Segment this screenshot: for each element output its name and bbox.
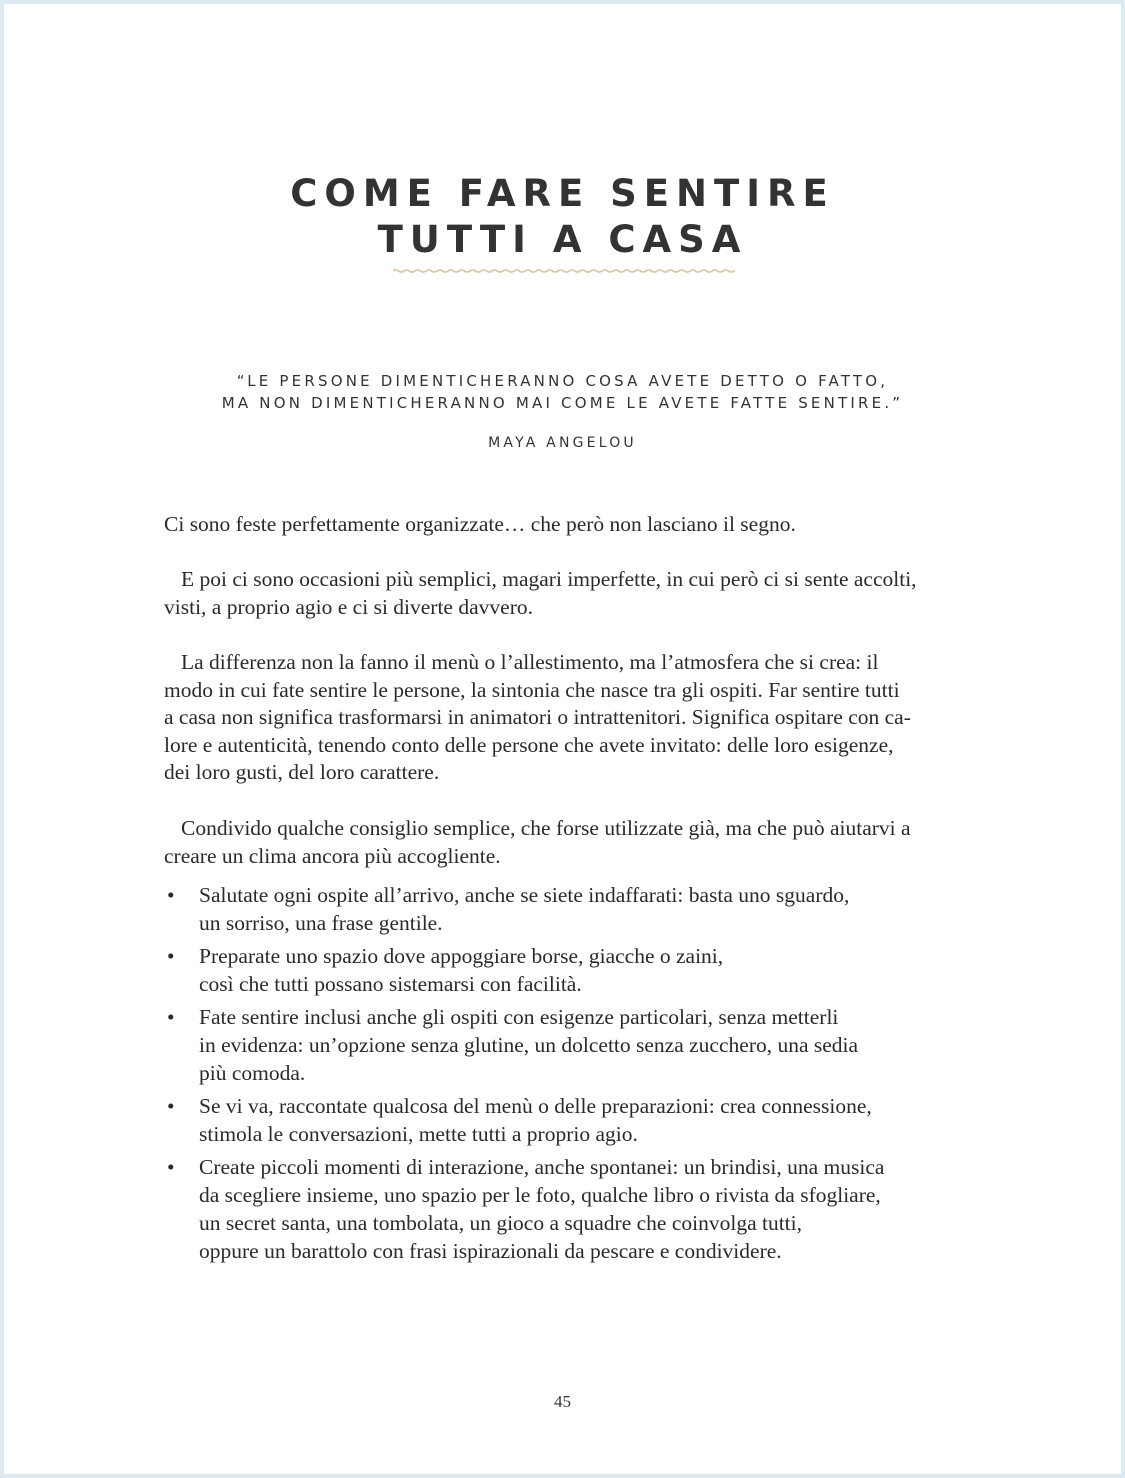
list-item-line: oppure un barattolo con frasi ispirazionali da pescare e condividere. bbox=[199, 1239, 782, 1263]
list-item-line: stimola le conversazioni, mette tutti a proprio agio. bbox=[199, 1122, 638, 1146]
list-item bbox=[164, 1092, 964, 1148]
paragraph-1 bbox=[164, 511, 964, 539]
epigraph-line-1: “LE PERSONE DIMENTICHERANNO COSA AVETE DETTO O FATTO, bbox=[236, 372, 889, 390]
paragraph-line: creare un clima ancora più accogliente. bbox=[164, 843, 501, 868]
chapter-title-line-2: TUTTI A CASA bbox=[377, 218, 748, 261]
list-item bbox=[164, 1153, 964, 1265]
list-item bbox=[164, 942, 964, 998]
paragraph-line: lore e autenticità, tenendo conto delle persone che avete invitato: delle loro esigenze, bbox=[164, 732, 894, 757]
bullet-icon: • bbox=[167, 1155, 175, 1179]
list-item-line: un sorriso, una frase gentile. bbox=[199, 911, 443, 935]
paragraph-4 bbox=[164, 815, 964, 870]
bullet-icon: • bbox=[167, 1094, 175, 1118]
paragraph-2 bbox=[164, 566, 964, 621]
epigraph-author: MAYA ANGELOU bbox=[488, 435, 637, 451]
list-item bbox=[164, 1003, 964, 1087]
paragraph-line: visti, a proprio agio e ci si diverte davvero. bbox=[164, 594, 533, 619]
paragraph-line: Ci sono feste perfettamente organizzate… che però non lasciano il segno. bbox=[164, 512, 796, 536]
list-item-line: più comoda. bbox=[199, 1061, 306, 1085]
paragraph-line: E poi ci sono occasioni più semplici, magari imperfette, in cui però ci si sente accolti, bbox=[181, 567, 917, 591]
paragraph-line: La differenza non la fanno il menù o l’allestimento, ma l’atmosfera che si crea: il bbox=[181, 650, 879, 674]
list-item-line: in evidenza: un’opzione senza glutine, un dolcetto senza zucchero, una sedia bbox=[199, 1033, 859, 1057]
list-item-line: un secret santa, una tombolata, un gioco a squadre che coinvolga tutti, bbox=[199, 1211, 803, 1235]
paragraph-line: dei loro gusti, del loro carattere. bbox=[164, 760, 440, 785]
bullet-icon: • bbox=[167, 944, 175, 968]
list-item-line: Create piccoli momenti di interazione, anche spontanei: un brindisi, una musica bbox=[199, 1155, 885, 1179]
wavy-divider bbox=[393, 264, 735, 278]
list-item-line: Salutate ogni ospite all’arrivo, anche se siete indaffarati: basta uno sguardo, bbox=[199, 883, 850, 907]
paragraph-line: modo in cui fate sentire le persone, la sintonia che nasce tra gli ospiti. Far sentire tutti bbox=[164, 677, 900, 702]
paragraph-line: Condivido qualche consiglio semplice, che forse utilizzate già, ma che può aiutarvi a bbox=[181, 816, 911, 840]
list-item-line: così che tutti possano sistemarsi con facilità. bbox=[199, 972, 582, 996]
page-number: 45 bbox=[554, 1392, 571, 1411]
list-item-line: Preparate uno spazio dove appoggiare borse, giacche o zaini, bbox=[199, 944, 724, 968]
bullet-icon: • bbox=[167, 1005, 175, 1029]
epigraph-line-2: MA NON DIMENTICHERANNO MAI COME LE AVETE FATTE SENTIRE.” bbox=[221, 394, 904, 412]
list-item-line: da scegliere insieme, uno spazio per le foto, qualche libro o rivista da sfogliare, bbox=[199, 1183, 881, 1207]
list-item-line: Fate sentire inclusi anche gli ospiti con esigenze particolari, senza metterli bbox=[199, 1005, 839, 1029]
paragraph-line: a casa non significa trasformarsi in animatori o intrattenitori. Significa ospitare con ca- bbox=[164, 705, 911, 730]
chapter-title-line-1: COME FARE SENTIRE bbox=[290, 172, 835, 215]
list-item-line: Se vi va, raccontate qualcosa del menù o delle preparazioni: crea connessione, bbox=[199, 1094, 872, 1118]
paragraph-3 bbox=[164, 649, 964, 787]
tips-list bbox=[164, 881, 964, 1270]
bullet-icon: • bbox=[167, 883, 175, 907]
list-item bbox=[164, 881, 964, 937]
